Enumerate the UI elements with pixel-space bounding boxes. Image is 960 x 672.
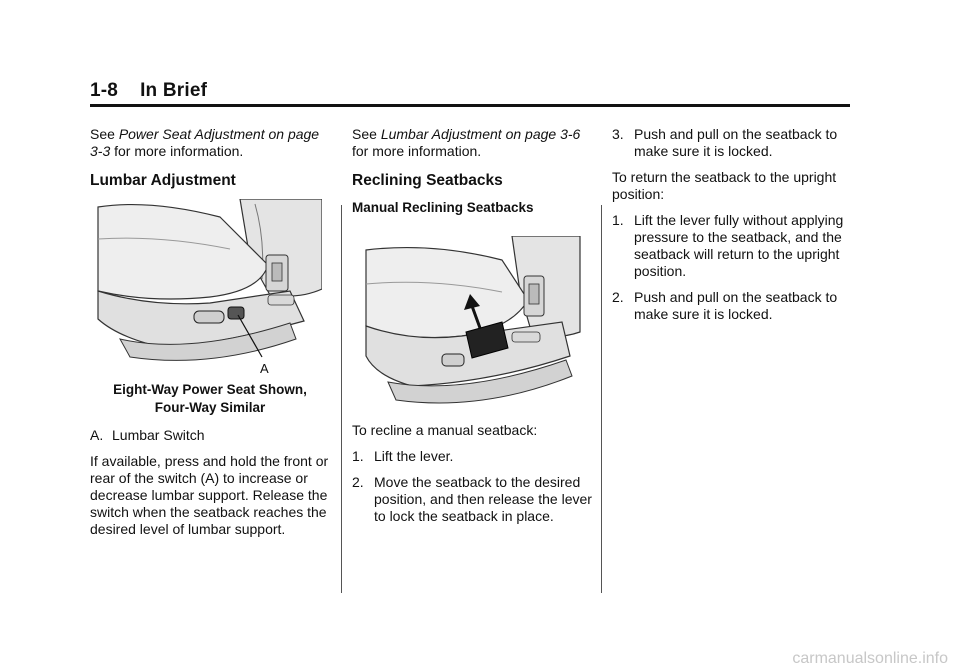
legend-item: A. Lumbar Switch bbox=[90, 427, 205, 443]
subsection-heading: Manual Reclining Seatbacks bbox=[352, 200, 534, 215]
list-item: 1. Lift the lever. bbox=[352, 448, 454, 464]
watermark: carmanualsonline.info bbox=[792, 650, 948, 667]
header-title bbox=[90, 80, 850, 102]
section-title: In Brief bbox=[140, 80, 208, 101]
column-1 bbox=[90, 126, 330, 547]
callout-label: A bbox=[260, 361, 269, 376]
manual-seat-illustration bbox=[352, 236, 582, 416]
column-2 bbox=[352, 126, 592, 534]
figure-caption: Eight-Way Power Seat Shown, Four-Way Similar bbox=[113, 382, 307, 415]
column-divider bbox=[341, 205, 342, 593]
power-seat-illustration bbox=[90, 199, 322, 377]
column-3 bbox=[612, 126, 852, 332]
see-reference: See Power Seat Adjustment on page 3-3 for more information. bbox=[90, 126, 320, 159]
body-paragraph: If available, press and hold the front or rear of the switch (A) to increase or decrease lumbar support. Release the switch when the seatback reaches the desired level of lumbar support. bbox=[90, 453, 329, 537]
intro-text: To recline a manual seatback: bbox=[352, 422, 538, 438]
list-item: 2. Push and pull on the seatback to make sure it is locked. bbox=[612, 289, 838, 322]
page-number: 1-8 bbox=[90, 80, 119, 101]
see-reference: See Lumbar Adjustment on page 3-6 for more information. bbox=[352, 126, 581, 159]
cross-reference-link[interactable]: Power Seat Adjustment on page 3-3 bbox=[90, 126, 320, 159]
list-item: 3. Push and pull on the seatback to make sure it is locked. bbox=[612, 126, 838, 159]
header-rule bbox=[90, 104, 850, 107]
section-heading: Reclining Seatbacks bbox=[352, 172, 503, 189]
list-item: 1. Lift the lever fully without applying pressure to the seatback, and the seatback will return to the upright position. bbox=[612, 212, 844, 279]
column-divider bbox=[601, 205, 602, 593]
section-heading: Lumbar Adjustment bbox=[90, 172, 236, 189]
page-header bbox=[90, 80, 850, 102]
list-item: 2. Move the seatback to the desired position, and then release the lever to lock the seatback in place. bbox=[352, 474, 592, 524]
cross-reference-link[interactable]: Lumbar Adjustment on page 3-6 bbox=[380, 126, 581, 142]
intro-text: To return the seatback to the upright position: bbox=[612, 169, 837, 202]
